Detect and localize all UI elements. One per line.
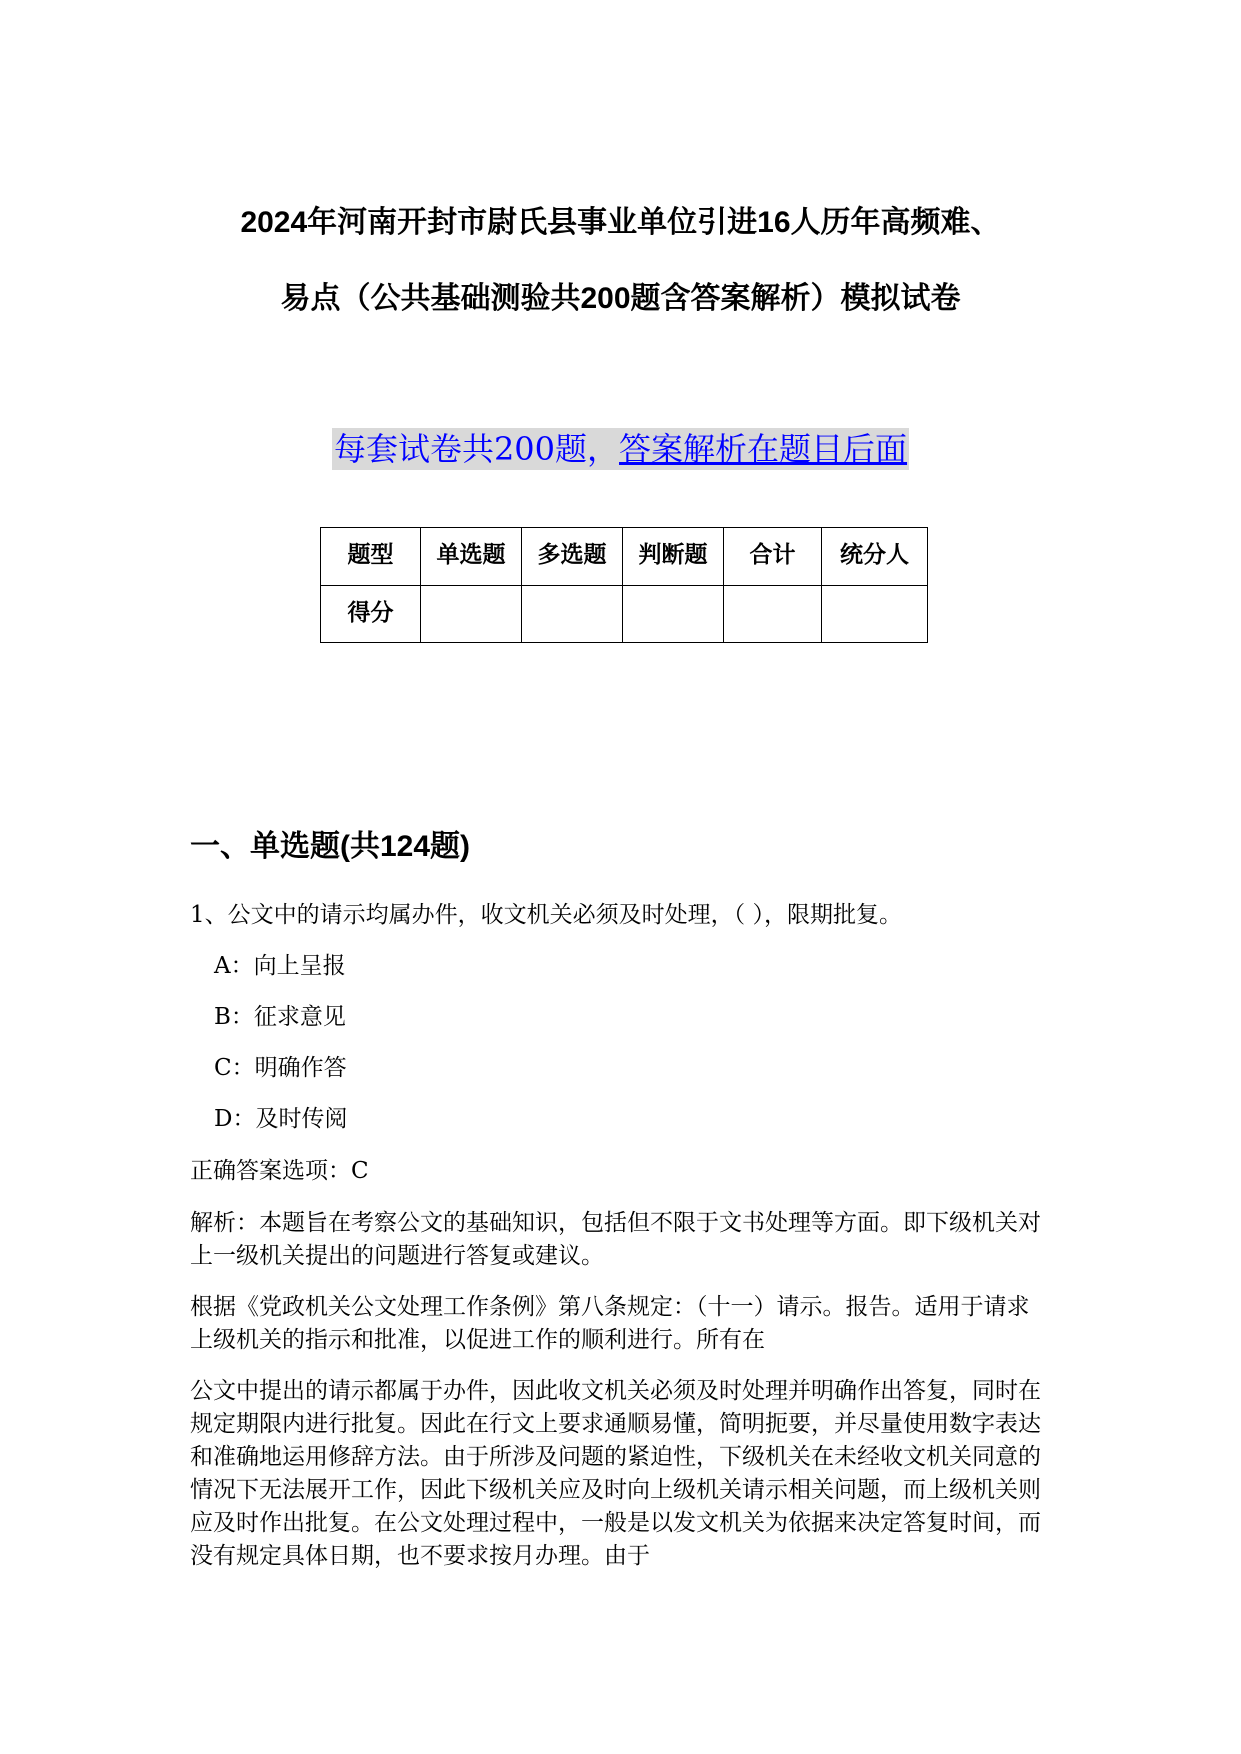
correct-answer: 正确答案选项：C xyxy=(190,1158,369,1184)
explanation-paragraph-1: 解析：本题旨在考察公文的基础知识，包括但不限于文书处理等方面。即下级机关对上一级机关提出的问题进行答复或建议。 xyxy=(190,1210,1041,1269)
row-label-score: 得分 xyxy=(321,586,421,643)
subtitle-link[interactable]: 答案解析在题目后面 xyxy=(619,430,908,468)
score-cell-scorer xyxy=(822,586,928,643)
subtitle-banner xyxy=(0,428,1241,470)
title-line-1: 2024年河南开封市尉氏县事业单位引进16人历年高频难、 xyxy=(240,206,1001,239)
subtitle xyxy=(332,428,909,470)
score-cell-single-choice xyxy=(421,586,522,643)
header-cell-total: 合计 xyxy=(724,528,822,586)
option-c: C：明确作答 xyxy=(214,1055,347,1081)
option-a: A：向上呈报 xyxy=(214,953,346,979)
header-cell-true-false: 判断题 xyxy=(623,528,724,586)
explanation-paragraph-2: 根据《党政机关公文处理工作条例》第八条规定：（十一）请示。报告。适用于请求上级机关的指示和批准，以促进工作的顺利进行。所有在 xyxy=(190,1294,1030,1353)
title-line-2: 易点（公共基础测验共200题含答案解析）模拟试卷 xyxy=(280,282,961,315)
explanation-paragraph-3: 公文中提出的请示都属于办件，因此收文机关必须及时处理并明确作出答复，同时在规定期限内进行批复。因此在行文上要求通顺易懂，简明扼要，并尽量使用数字表达和准确地运用修辞方法。由于所涉及问题的紧迫性，下级机关在未经收文机关同意的情况下无法展开工作，因此下级机关应及时向上级机关请示相关问题，而上级机关则应及时作出批复。在公文处理过程中，一般是以发文机关为依据来决定答复时间，而没有规定具体日期，也不要求按月办理。由于 xyxy=(190,1378,1041,1569)
subtitle-part-1: 每套试卷共200题， xyxy=(333,430,620,468)
option-d: D：及时传阅 xyxy=(214,1106,348,1132)
header-cell-single-choice: 单选题 xyxy=(421,528,522,586)
option-b: B：征求意见 xyxy=(214,1004,346,1030)
question-stem: 1、公文中的请示均属办件，收文机关必须及时处理，（ ），限期批复。 xyxy=(190,902,902,928)
score-cell-total xyxy=(724,586,822,643)
header-cell-multiple-choice: 多选题 xyxy=(522,528,623,586)
score-table-header-row xyxy=(321,528,928,586)
header-cell-scorer: 统分人 xyxy=(822,528,928,586)
score-cell-true-false xyxy=(623,586,724,643)
score-table xyxy=(320,527,928,643)
section-title: 一、单选题(共124题) xyxy=(190,830,471,863)
header-cell-type: 题型 xyxy=(321,528,421,586)
score-table-score-row xyxy=(321,586,928,643)
score-cell-multiple-choice xyxy=(522,586,623,643)
